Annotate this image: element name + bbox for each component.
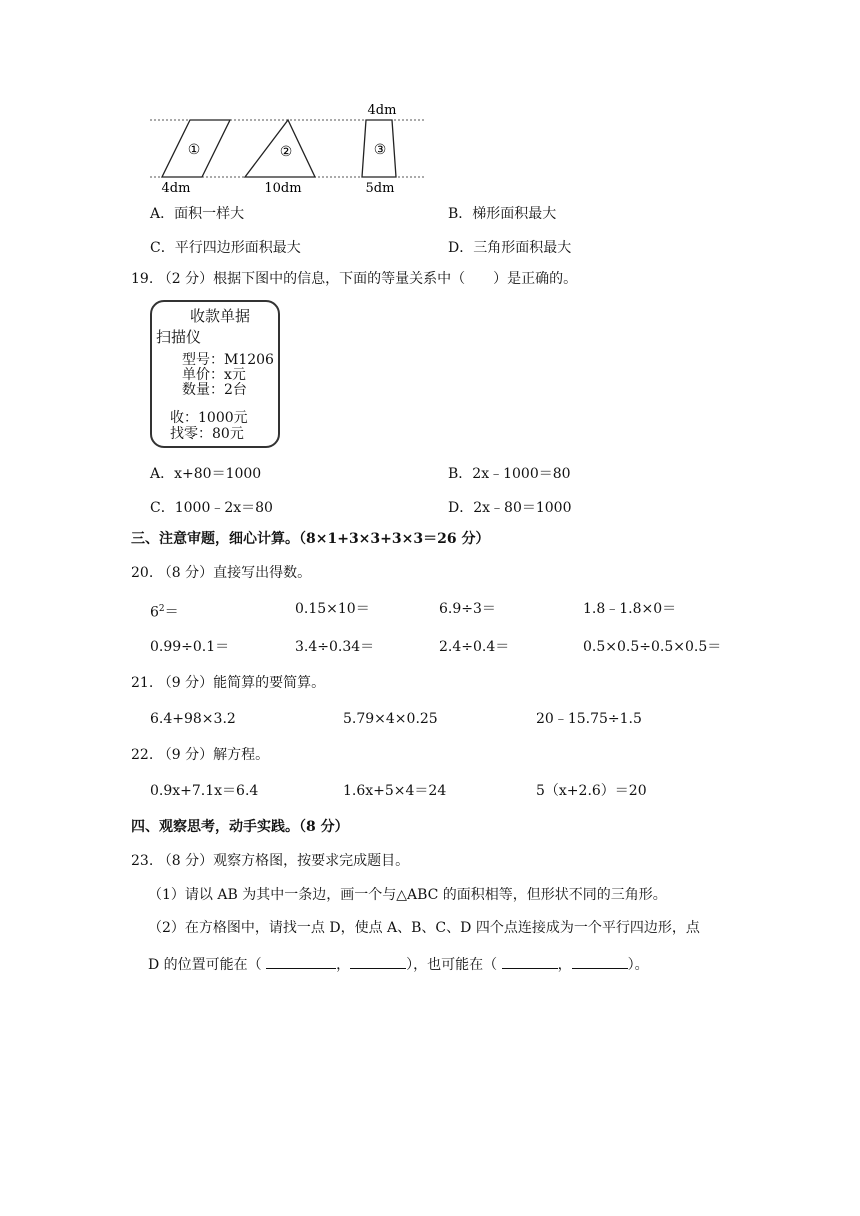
q19-stem	[131, 270, 577, 288]
question-points: （2 分）	[157, 271, 214, 287]
question-text: 根据下图中的信息，下面的等量关系中（ ）是正确的。	[213, 271, 578, 287]
answer-blank[interactable]	[502, 954, 558, 969]
question-number: 20.	[131, 565, 154, 581]
q19-option-a[interactable]: A．x+80＝1000	[150, 466, 262, 482]
receipt-title: 收款单据	[190, 307, 251, 325]
question-text: 观察方格图，按要求完成题目。	[213, 853, 410, 869]
q21-stem	[131, 674, 325, 692]
q22-item-2: 1.6x+5×4＝24	[343, 783, 447, 799]
answer-blank[interactable]	[572, 954, 628, 969]
answer-blank[interactable]	[350, 954, 406, 969]
question-points: （9 分）	[157, 675, 214, 691]
section-heading: 四、观察思考，动手实践。（8 分）	[131, 819, 349, 835]
receipt-model: 型号：M1206	[182, 352, 274, 368]
question-points: （8 分）	[157, 853, 214, 869]
q23-sub2-line1: （2）在方格图中，请找一点 D，使点 A、B、C、D 四个点连接成为一个平行四边形，点	[148, 920, 700, 936]
q20-item-3: 6.9÷3＝	[439, 601, 496, 617]
q22-item-1: 0.9x+7.1x＝6.4	[150, 783, 259, 799]
q20-item-5: 0.99÷0.1＝	[150, 639, 230, 655]
q18-option-d[interactable]: D．三角形面积最大	[448, 240, 572, 256]
receipt-figure	[150, 300, 280, 448]
q20-item-1: $6^2=$	[150, 604, 179, 621]
q19-option-b[interactable]: B．2x﹣1000＝80	[448, 466, 571, 482]
question-text: 直接写出得数。	[213, 565, 312, 581]
shapes-figure	[150, 100, 426, 196]
top-length-label: 4dm	[367, 103, 397, 118]
q23-sub1: （1）请以 AB 为其中一条边，画一个与△ABC 的面积相等，但形状不同的三角形。	[148, 887, 667, 903]
receipt-change: 找零：80元	[170, 426, 244, 442]
q19-option-c[interactable]: C．1000﹣2x＝80	[150, 500, 273, 516]
q20-item-2: 0.15×10＝	[295, 601, 370, 617]
shape1-label: ①	[187, 142, 201, 158]
question-text: 解方程。	[213, 747, 270, 763]
q20-item-8: 0.5×0.5÷0.5×0.5＝	[583, 639, 722, 655]
q22-item-3: 5（x+2.6）＝20	[536, 783, 647, 799]
receipt-item: 扫描仪	[156, 328, 202, 346]
q21-item-3: 20﹣15.75÷1.5	[536, 711, 642, 727]
receipt-quantity: 数量：2台	[182, 382, 247, 398]
base3-label: 5dm	[365, 181, 395, 196]
q18-option-a[interactable]: A．面积一样大	[150, 206, 245, 222]
q20-item-6: 3.4÷0.34＝	[295, 639, 375, 655]
q23-stem	[131, 852, 409, 870]
question-number: 22.	[131, 747, 154, 763]
receipt-received: 收：1000元	[170, 410, 248, 426]
section-heading: 三、注意审题，细心计算。（8×1+3×3+3×3＝26 分）	[131, 531, 490, 547]
question-text: 能简算的要简算。	[213, 675, 326, 691]
q22-stem	[131, 746, 269, 764]
q18-option-b[interactable]: B．梯形面积最大	[448, 206, 557, 222]
receipt-price: 单价：x元	[182, 367, 246, 383]
q20-stem	[131, 564, 311, 582]
question-points: （9 分）	[157, 747, 214, 763]
q21-item-2: 5.79×4×0.25	[343, 711, 438, 727]
q21-item-1: 6.4+98×3.2	[150, 711, 236, 727]
shape3-label: ③	[373, 142, 387, 158]
question-number: 19.	[131, 271, 154, 287]
q23-sub2-line2: D 的位置可能在（ ， ），也可能在（ ， ）。	[148, 954, 649, 974]
q18-option-c[interactable]: C．平行四边形面积最大	[150, 240, 301, 256]
q19-option-d[interactable]: D．2x﹣80＝1000	[448, 500, 572, 516]
shape2-label: ②	[279, 144, 293, 160]
q20-item-4: 1.8﹣1.8×0＝	[583, 601, 677, 617]
base1-label: 4dm	[161, 181, 191, 196]
answer-blank[interactable]	[266, 954, 336, 969]
question-points: （8 分）	[157, 565, 214, 581]
q20-item-7: 2.4÷0.4＝	[439, 639, 510, 655]
question-number: 21.	[131, 675, 154, 691]
question-number: 23.	[131, 853, 154, 869]
base2-label: 10dm	[264, 181, 302, 196]
